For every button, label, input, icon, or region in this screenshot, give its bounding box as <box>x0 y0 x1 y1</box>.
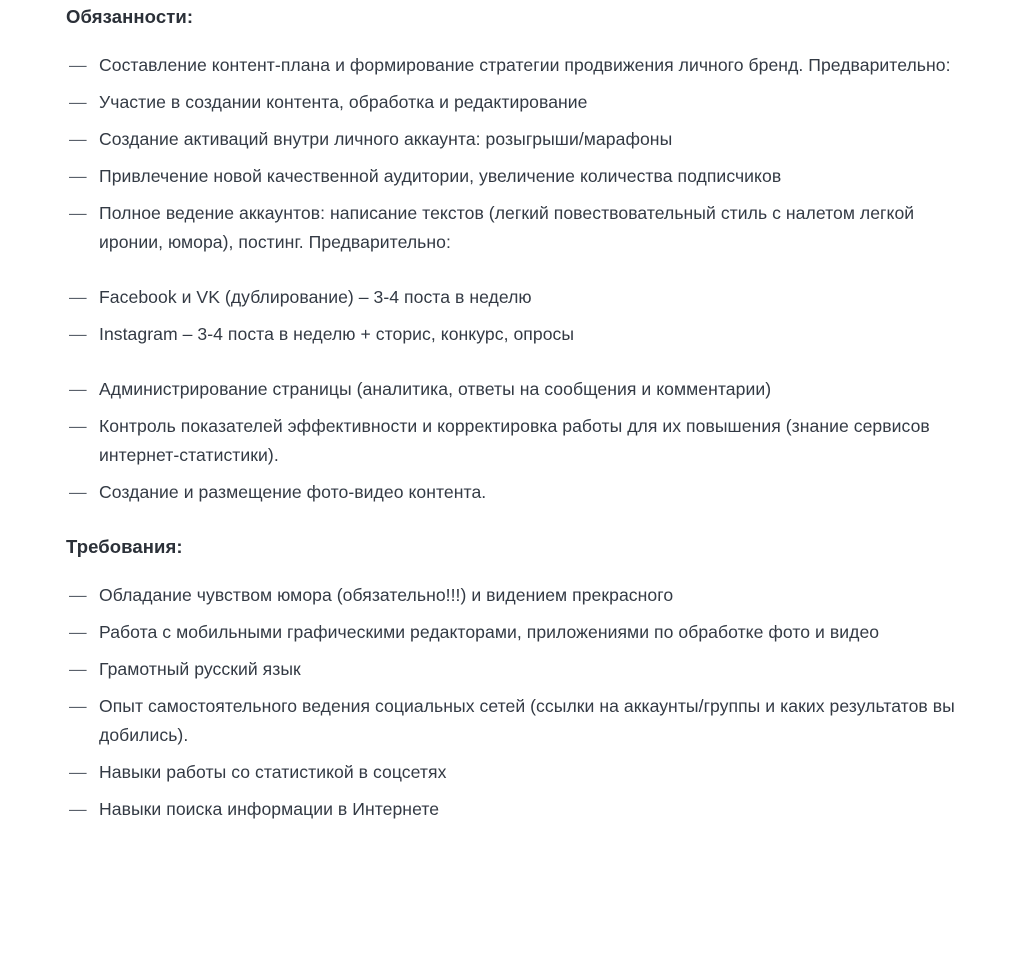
list-item-text: Instagram – 3-4 поста в неделю + сторис, конкурс, опросы <box>99 324 575 344</box>
spacer <box>66 29 958 51</box>
spacer <box>66 610 958 618</box>
list-item <box>66 162 958 191</box>
em-dash-bullet-icon: — <box>69 585 87 605</box>
list-item <box>66 320 958 349</box>
em-dash-bullet-icon: — <box>69 416 87 436</box>
spacer <box>66 507 958 535</box>
list-item-text: Полное ведение аккаунтов: написание текстов (легкий повествовательный стиль с налетом легкой иронии, юмора), постинг. Предварительно: <box>99 203 915 252</box>
spacer <box>66 191 958 199</box>
list-item-text: Работа с мобильными графическими редакторами, приложениями по обработке фото и видео <box>99 622 880 642</box>
em-dash-bullet-icon: — <box>69 324 87 344</box>
list-item <box>66 692 958 750</box>
spacer <box>66 750 958 758</box>
list-item <box>66 581 958 610</box>
spacer <box>66 787 958 795</box>
em-dash-bullet-icon: — <box>69 762 87 782</box>
responsibilities-group-3-list <box>66 375 958 507</box>
list-item-text: Участие в создании контента, обработка и редактирование <box>99 92 588 112</box>
list-item-text: Навыки работы со статистикой в соцсетях <box>99 762 447 782</box>
list-item <box>66 412 958 470</box>
spacer <box>66 684 958 692</box>
responsibilities-group-2-list <box>66 283 958 349</box>
spacer <box>66 349 958 375</box>
spacer <box>66 312 958 320</box>
em-dash-bullet-icon: — <box>69 55 87 75</box>
em-dash-bullet-icon: — <box>69 166 87 186</box>
list-item <box>66 795 958 824</box>
spacer <box>66 647 958 655</box>
em-dash-bullet-icon: — <box>69 287 87 307</box>
spacer <box>66 559 958 581</box>
em-dash-bullet-icon: — <box>69 203 87 223</box>
list-item-text: Навыки поиска информации в Интернете <box>99 799 440 819</box>
list-item-text: Администрирование страницы (аналитика, ответы на сообщения и комментарии) <box>99 379 772 399</box>
list-item-text: Привлечение новой качественной аудитории, увеличение количества подписчиков <box>99 166 782 186</box>
list-item <box>66 125 958 154</box>
em-dash-bullet-icon: — <box>69 92 87 112</box>
em-dash-bullet-icon: — <box>69 129 87 149</box>
em-dash-bullet-icon: — <box>69 696 87 716</box>
em-dash-bullet-icon: — <box>69 799 87 819</box>
em-dash-bullet-icon: — <box>69 379 87 399</box>
list-item <box>66 618 958 647</box>
list-item <box>66 88 958 117</box>
list-item <box>66 758 958 787</box>
spacer <box>66 257 958 283</box>
spacer <box>66 470 958 478</box>
em-dash-bullet-icon: — <box>69 622 87 642</box>
list-item-text: Опыт самостоятельного ведения социальных сетей (ссылки на аккаунты/группы и каких результатов вы добились). <box>99 696 955 745</box>
list-item <box>66 51 958 80</box>
list-item <box>66 655 958 684</box>
list-item-text: Обладание чувством юмора (обязательно!!!) и видением прекрасного <box>99 585 674 605</box>
spacer <box>66 117 958 125</box>
list-item-text: Facebook и VK (дублирование) – 3-4 поста в неделю <box>99 287 532 307</box>
em-dash-bullet-icon: — <box>69 482 87 502</box>
em-dash-bullet-icon: — <box>69 659 87 679</box>
responsibilities-group-1-list <box>66 51 958 257</box>
list-item-text: Составление контент-плана и формирование стратегии продвижения личного бренд. Предварительно: <box>99 55 951 75</box>
spacer <box>66 80 958 88</box>
list-item <box>66 375 958 404</box>
section-heading-requirements: Требования: <box>66 536 183 557</box>
list-item-text: Создание активаций внутри личного аккаунта: розыгрыши/марафоны <box>99 129 673 149</box>
list-item <box>66 283 958 312</box>
requirements-list <box>66 581 958 824</box>
list-item-text: Грамотный русский язык <box>99 659 301 679</box>
section-heading-responsibilities: Обязанности: <box>66 6 194 27</box>
list-item <box>66 478 958 507</box>
list-item <box>66 199 958 257</box>
spacer <box>66 404 958 412</box>
list-item-text: Создание и размещение фото-видео контента. <box>99 482 487 502</box>
spacer <box>66 154 958 162</box>
list-item-text: Контроль показателей эффективности и корректировка работы для их повышения (знание сервисов интернет-статистики). <box>99 416 930 465</box>
